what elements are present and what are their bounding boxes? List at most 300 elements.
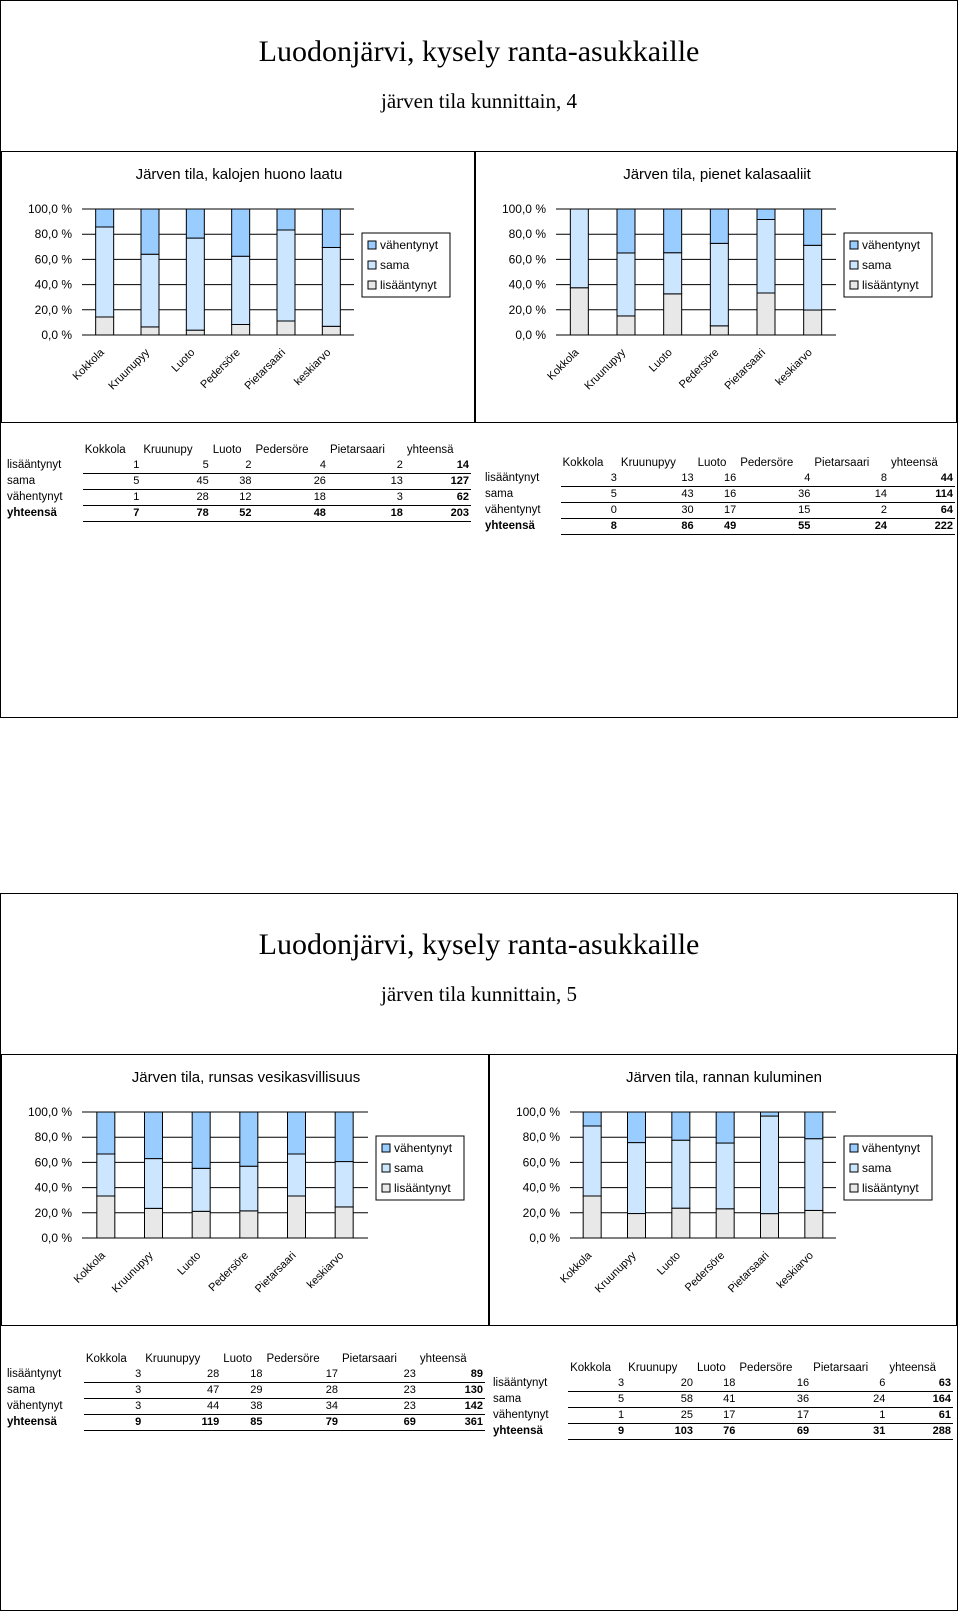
- row-label: sama: [493, 1393, 522, 1405]
- table-header-cell: Pietarsaari: [329, 444, 385, 456]
- legend-swatch: [850, 281, 858, 289]
- table-header-cell: yhteensä: [891, 457, 938, 469]
- table-header-cell: Pietarsaari: [813, 1362, 869, 1374]
- legend-swatch: [368, 241, 376, 249]
- table-cell: 69: [737, 1424, 811, 1440]
- table-cell: 30: [619, 503, 696, 519]
- bar-segment-sama: [335, 1162, 353, 1207]
- bar-segment-sama: [757, 220, 775, 294]
- bar-segment-lisääntynyt: [192, 1211, 210, 1238]
- bar-segment-vähentynyt: [232, 209, 250, 256]
- table-cell: 1: [568, 1408, 626, 1424]
- table-cell: 9: [568, 1424, 626, 1440]
- table-row: [5, 490, 471, 506]
- table-header-cell: Kokkola: [562, 457, 604, 469]
- bar-segment-vähentynyt: [240, 1112, 258, 1166]
- table-cell: 16: [696, 471, 739, 487]
- table-cell: 18: [254, 490, 328, 506]
- bar-segment-vähentynyt: [710, 209, 728, 243]
- table-cell: 63: [887, 1376, 953, 1392]
- bar-segment-vähentynyt: [277, 209, 295, 230]
- bar-segment-sama: [570, 209, 588, 288]
- y-tick-label: 0,0 %: [529, 1231, 560, 1245]
- bar-segment-sama: [192, 1168, 210, 1211]
- table-header-row: [491, 1361, 953, 1376]
- table-cell: 3: [561, 471, 619, 487]
- y-tick-label: 80,0 %: [34, 1130, 72, 1145]
- bar-segment-lisääntynyt: [240, 1211, 258, 1238]
- table-cell: 17: [265, 1367, 340, 1383]
- bar-segment-vähentynyt: [583, 1112, 601, 1126]
- row-label: yhteensä: [493, 1425, 543, 1437]
- table-row: [5, 474, 471, 490]
- table-cell: 89: [418, 1367, 485, 1383]
- bar-segment-lisääntynyt: [335, 1207, 353, 1238]
- table-header-row: [5, 1352, 485, 1367]
- x-tick-label: Kokkola: [558, 1249, 595, 1286]
- table-cell: 16: [696, 487, 739, 503]
- bar-segment-vähentynyt: [664, 209, 682, 253]
- table-header-cell: Luoto: [697, 1362, 726, 1374]
- y-tick-label: 40,0 %: [522, 1180, 560, 1195]
- y-tick-label: 100,0 %: [501, 202, 546, 216]
- bar-segment-vähentynyt: [322, 209, 340, 247]
- x-tick-label: Luoto: [175, 1249, 204, 1278]
- legend-label: vähentynyt: [394, 1141, 453, 1155]
- y-tick-label: 40,0 %: [508, 277, 546, 292]
- bar-segment-lisääntynyt: [757, 293, 775, 335]
- table-row: [5, 458, 471, 474]
- table-header-cell: Pietarsaari: [341, 1353, 397, 1365]
- x-tick-label: Pedersöre: [682, 1249, 728, 1295]
- legend-label: vähentynyt: [862, 238, 921, 252]
- table-row: [483, 519, 955, 535]
- table-header-cell: Kruunupy: [628, 1362, 678, 1374]
- bar-segment-lisääntynyt: [288, 1196, 306, 1238]
- bar-segment-vähentynyt: [288, 1112, 306, 1154]
- table-row: [483, 487, 955, 503]
- table-cell: 1: [83, 490, 142, 506]
- y-tick-label: 0,0 %: [41, 1231, 72, 1245]
- table-cell: 4: [254, 458, 328, 474]
- x-tick-label: Pedersöre: [677, 346, 722, 392]
- row-label: sama: [7, 475, 36, 487]
- bar-segment-lisääntynyt: [710, 326, 728, 335]
- table-cell: 18: [695, 1376, 737, 1392]
- table-cell: 16: [737, 1376, 811, 1392]
- bar-segment-vähentynyt: [761, 1112, 779, 1116]
- table-cell: 8: [812, 471, 889, 487]
- row-label: sama: [485, 488, 514, 500]
- table-cell: 5: [561, 487, 619, 503]
- data-table-kalojen-laatu: [5, 443, 471, 522]
- table-cell: 44: [143, 1399, 221, 1415]
- table-cell: 361: [418, 1415, 485, 1431]
- table-header-cell: Luoto: [697, 457, 727, 469]
- table-cell: 3: [84, 1367, 143, 1383]
- page-subtitle: järven tila kunnittain, 4: [381, 89, 577, 113]
- bar-segment-sama: [240, 1166, 258, 1211]
- table-cell: 288: [887, 1424, 953, 1440]
- table-cell: 15: [738, 503, 812, 519]
- bar-segment-lisääntynyt: [570, 288, 588, 335]
- legend-label: vähentynyt: [380, 238, 439, 252]
- bar-segment-vähentynyt: [97, 1112, 115, 1154]
- bar-segment-lisääntynyt: [664, 294, 682, 335]
- table-header-cell: Kruunupyy: [620, 457, 676, 469]
- table-cell: 36: [738, 487, 812, 503]
- bar-segment-lisääntynyt: [232, 325, 250, 336]
- bar-segment-sama: [288, 1154, 306, 1196]
- y-tick-label: 80,0 %: [508, 227, 546, 242]
- table-cell: 52: [211, 506, 254, 522]
- row-label: lisääntynyt: [485, 472, 540, 485]
- row-label: sama: [7, 1384, 36, 1396]
- page-title: Luodonjärvi, kysely ranta-asukkaille: [258, 35, 700, 68]
- row-label: lisääntynyt: [7, 1368, 62, 1381]
- table-cell: 13: [328, 474, 405, 490]
- table-cell: 69: [340, 1415, 418, 1431]
- table-row: [5, 1383, 485, 1399]
- table-cell: 23: [340, 1367, 418, 1383]
- table-row: [5, 506, 471, 522]
- table-cell: 127: [405, 474, 471, 490]
- chart-box-kalasaaliit: [475, 151, 957, 423]
- table-header-cell: Luoto: [212, 444, 242, 456]
- table-cell: 3: [84, 1399, 143, 1415]
- table-cell: 45: [141, 474, 210, 490]
- y-tick-label: 100,0 %: [27, 1105, 72, 1119]
- bar-segment-sama: [664, 253, 682, 294]
- table-cell: 119: [143, 1415, 221, 1431]
- legend-swatch: [850, 1144, 858, 1152]
- legend-swatch: [850, 1184, 858, 1192]
- bar-segment-lisääntynyt: [583, 1196, 601, 1238]
- table-header-cell: yhteensä: [406, 444, 454, 456]
- table-header-cell: Pietarsaari: [814, 457, 870, 469]
- page-2: [0, 893, 958, 1611]
- x-tick-label: Kruunupyy: [592, 1249, 639, 1296]
- table-cell: 78: [141, 506, 210, 522]
- bar-segment-sama: [145, 1159, 163, 1209]
- bar-segment-vähentynyt: [186, 209, 204, 238]
- chart-title: Järven tila, runsas vesikasvillisuus: [131, 1069, 361, 1086]
- x-tick-label: Pietarsaari: [252, 1249, 299, 1296]
- x-tick-label: Kokkola: [545, 346, 582, 383]
- y-tick-label: 60,0 %: [34, 1155, 72, 1170]
- x-tick-label: Pietarsaari: [725, 1249, 772, 1296]
- x-tick-label: Luoto: [655, 1249, 683, 1278]
- bar-segment-lisääntynyt: [141, 327, 159, 335]
- bar-segment-sama: [186, 238, 204, 330]
- table-cell: 23: [340, 1383, 418, 1399]
- y-tick-label: 60,0 %: [508, 252, 546, 267]
- bar-segment-vähentynyt: [617, 209, 635, 253]
- y-tick-label: 20,0 %: [34, 302, 72, 317]
- legend-swatch: [850, 1164, 858, 1172]
- row-label: yhteensä: [7, 507, 57, 519]
- x-tick-label: Kruunupyy: [582, 346, 629, 393]
- bar-segment-vähentynyt: [628, 1112, 646, 1143]
- bar-segment-lisääntynyt: [97, 1196, 115, 1238]
- chart-box-rannan-kuluminen: [489, 1054, 957, 1326]
- table-cell: 76: [695, 1424, 737, 1440]
- table-cell: 4: [738, 471, 812, 487]
- x-tick-label: Kruunupyy: [109, 1249, 156, 1296]
- page-subtitle: järven tila kunnittain, 5: [381, 982, 577, 1006]
- legend-label: sama: [862, 1161, 892, 1175]
- table-cell: 55: [738, 519, 812, 535]
- table-cell: 17: [696, 503, 739, 519]
- table-cell: 28: [143, 1367, 221, 1383]
- bar-segment-sama: [96, 227, 114, 317]
- table-cell: 2: [328, 458, 405, 474]
- bar-segment-vähentynyt: [716, 1112, 734, 1143]
- table-header-cell: Pedersöre: [255, 444, 309, 456]
- table-cell: 13: [619, 471, 696, 487]
- table-cell: 3: [328, 490, 405, 506]
- table-cell: 29: [221, 1383, 264, 1399]
- legend-swatch: [382, 1164, 390, 1172]
- x-tick-label: Luoto: [646, 346, 675, 375]
- table-cell: 5: [83, 474, 142, 490]
- bar-segment-vähentynyt: [141, 209, 159, 254]
- table-cell: 58: [626, 1392, 695, 1408]
- table-cell: 26: [254, 474, 328, 490]
- y-tick-label: 20,0 %: [34, 1205, 72, 1220]
- legend-label: lisääntynyt: [394, 1181, 451, 1195]
- legend-swatch: [382, 1184, 390, 1192]
- stacked-bar-chart: [2, 1055, 488, 1325]
- y-tick-label: 100,0 %: [515, 1105, 560, 1119]
- data-table-kalasaaliit: [483, 456, 955, 535]
- table-cell: 86: [619, 519, 696, 535]
- y-tick-label: 40,0 %: [34, 277, 72, 292]
- bar-segment-lisääntynyt: [628, 1214, 646, 1238]
- table-header-cell: Kruunupyy: [145, 1353, 201, 1365]
- table-cell: 61: [887, 1408, 953, 1424]
- table-cell: 8: [561, 519, 619, 535]
- stacked-bar-chart: [2, 152, 474, 422]
- table-header-cell: Pedersöre: [740, 457, 794, 469]
- row-label: lisääntynyt: [493, 1377, 548, 1390]
- table-row: [483, 503, 955, 519]
- table-cell: 9: [84, 1415, 143, 1431]
- bar-segment-lisääntynyt: [672, 1208, 690, 1238]
- bar-segment-lisääntynyt: [96, 317, 114, 335]
- table-cell: 85: [221, 1415, 264, 1431]
- table-header-cell: Luoto: [223, 1353, 252, 1365]
- legend-swatch: [368, 281, 376, 289]
- y-tick-label: 20,0 %: [522, 1205, 560, 1220]
- table-cell: 130: [418, 1383, 485, 1399]
- bar-segment-vähentynyt: [335, 1112, 353, 1162]
- bar-segment-sama: [583, 1126, 601, 1196]
- table-header-row: [5, 443, 471, 458]
- table-cell: 24: [811, 1392, 887, 1408]
- bar-segment-lisääntynyt: [716, 1209, 734, 1238]
- table-header-cell: Kokkola: [85, 1353, 127, 1365]
- legend-swatch: [850, 241, 858, 249]
- row-label: yhteensä: [7, 1416, 57, 1428]
- page-title: Luodonjärvi, kysely ranta-asukkaille: [258, 928, 700, 961]
- table-cell: 28: [265, 1383, 340, 1399]
- bar-segment-sama: [97, 1154, 115, 1196]
- table-header-cell: Kokkola: [84, 444, 126, 456]
- table-cell: 164: [887, 1392, 953, 1408]
- bar-segment-lisääntynyt: [804, 310, 822, 335]
- table-cell: 12: [211, 490, 254, 506]
- legend-label: sama: [394, 1161, 424, 1175]
- bar-segment-sama: [141, 254, 159, 327]
- table-cell: 34: [265, 1399, 340, 1415]
- data-table-vesikasvillisuus: [5, 1352, 485, 1431]
- table-cell: 31: [811, 1424, 887, 1440]
- table-cell: 18: [328, 506, 405, 522]
- table-row: [491, 1376, 953, 1392]
- y-tick-label: 0,0 %: [515, 328, 546, 342]
- table-header-cell: [5, 443, 83, 458]
- bar-segment-sama: [804, 245, 822, 310]
- stacked-bar-chart: [476, 152, 956, 422]
- bar-segment-sama: [761, 1116, 779, 1214]
- bar-segment-sama: [672, 1140, 690, 1208]
- legend-label: lisääntynyt: [862, 1181, 919, 1195]
- legend-label: sama: [862, 258, 892, 272]
- table-header-cell: Kruunupy: [143, 444, 193, 456]
- table-row: [491, 1392, 953, 1408]
- table-cell: 14: [405, 458, 471, 474]
- table-header-cell: [5, 1352, 84, 1367]
- table-cell: 17: [737, 1408, 811, 1424]
- x-tick-label: Pedersöre: [198, 346, 243, 392]
- table-cell: 6: [811, 1376, 887, 1392]
- table-cell: 14: [812, 487, 889, 503]
- table-cell: 23: [340, 1399, 418, 1415]
- y-tick-label: 80,0 %: [34, 227, 72, 242]
- table-cell: 2: [812, 503, 889, 519]
- table-cell: 41: [695, 1392, 737, 1408]
- bar-segment-sama: [277, 230, 295, 321]
- chart-title: Järven tila, kalojen huono laatu: [135, 166, 343, 183]
- legend-swatch: [368, 261, 376, 269]
- table-cell: 20: [626, 1376, 695, 1392]
- page-1: [0, 0, 958, 718]
- bar-segment-sama: [322, 247, 340, 326]
- bar-segment-vähentynyt: [192, 1112, 210, 1168]
- table-cell: 3: [568, 1376, 626, 1392]
- table-cell: 44: [889, 471, 955, 487]
- bar-segment-lisääntynyt: [277, 321, 295, 335]
- table-cell: 25: [626, 1408, 695, 1424]
- bar-segment-sama: [805, 1139, 823, 1211]
- y-tick-label: 80,0 %: [522, 1130, 560, 1145]
- bar-segment-lisääntynyt: [805, 1210, 823, 1238]
- table-row: [5, 1399, 485, 1415]
- legend-label: vähentynyt: [862, 1141, 921, 1155]
- bar-segment-sama: [617, 253, 635, 316]
- bar-segment-vähentynyt: [804, 209, 822, 245]
- bar-segment-sama: [716, 1143, 734, 1209]
- table-cell: 203: [405, 506, 471, 522]
- table-row: [5, 1367, 485, 1383]
- table-cell: 18: [221, 1367, 264, 1383]
- row-label: yhteensä: [485, 520, 535, 532]
- chart-box-kalojen-laatu: [1, 151, 475, 423]
- table-header-cell: yhteensä: [889, 1362, 937, 1374]
- table-header-cell: [491, 1361, 568, 1376]
- table-row: [491, 1424, 953, 1440]
- table-cell: 2: [211, 458, 254, 474]
- table-cell: 79: [265, 1415, 340, 1431]
- table-row: [491, 1408, 953, 1424]
- table-cell: 17: [695, 1408, 737, 1424]
- table-cell: 36: [737, 1392, 811, 1408]
- legend-swatch: [382, 1144, 390, 1152]
- x-tick-label: Pietarsaari: [242, 346, 289, 393]
- table-cell: 38: [221, 1399, 264, 1415]
- bar-segment-lisääntynyt: [761, 1214, 779, 1238]
- row-label: vähentynyt: [7, 1400, 63, 1412]
- bar-segment-vähentynyt: [805, 1112, 823, 1139]
- bar-segment-vähentynyt: [757, 209, 775, 220]
- legend-label: lisääntynyt: [862, 278, 919, 292]
- bar-segment-sama: [628, 1143, 646, 1214]
- table-cell: 48: [254, 506, 328, 522]
- y-tick-label: 60,0 %: [34, 252, 72, 267]
- x-tick-label: keskiarvo: [774, 1249, 816, 1291]
- table-row: [483, 471, 955, 487]
- row-label: vähentynyt: [7, 491, 63, 503]
- table-cell: 24: [812, 519, 889, 535]
- chart-box-vesikasvillisuus: [1, 1054, 489, 1326]
- bar-segment-vähentynyt: [672, 1112, 690, 1140]
- data-table-rannan-kuluminen: [491, 1361, 953, 1440]
- x-tick-label: Luoto: [169, 346, 198, 375]
- table-header-cell: Pedersöre: [266, 1353, 320, 1365]
- bar-segment-vähentynyt: [145, 1112, 163, 1159]
- table-cell: 64: [889, 503, 955, 519]
- table-header-cell: Pedersöre: [739, 1362, 793, 1374]
- x-tick-label: Kokkola: [71, 1249, 108, 1286]
- y-tick-label: 20,0 %: [508, 302, 546, 317]
- table-cell: 62: [405, 490, 471, 506]
- y-tick-label: 60,0 %: [522, 1155, 560, 1170]
- bar-segment-sama: [232, 256, 250, 324]
- table-row: [5, 1415, 485, 1431]
- x-tick-label: Pietarsaari: [722, 346, 769, 393]
- table-cell: 49: [696, 519, 739, 535]
- legend-label: sama: [380, 258, 410, 272]
- bar-segment-lisääntynyt: [186, 330, 204, 335]
- table-header-cell: yhteensä: [419, 1353, 467, 1365]
- bar-segment-lisääntynyt: [617, 316, 635, 335]
- chart-title: Järven tila, pienet kalasaaliit: [623, 166, 811, 183]
- y-tick-label: 0,0 %: [41, 328, 72, 342]
- table-cell: 38: [211, 474, 254, 490]
- table-cell: 28: [141, 490, 210, 506]
- table-cell: 43: [619, 487, 696, 503]
- x-tick-label: Kokkola: [70, 346, 107, 383]
- table-cell: 142: [418, 1399, 485, 1415]
- chart-title: Järven tila, rannan kuluminen: [626, 1069, 822, 1086]
- row-label: lisääntynyt: [7, 459, 62, 472]
- table-header-cell: [483, 456, 561, 471]
- table-cell: 1: [83, 458, 142, 474]
- table-cell: 47: [143, 1383, 221, 1399]
- legend-swatch: [850, 261, 858, 269]
- table-cell: 5: [568, 1392, 626, 1408]
